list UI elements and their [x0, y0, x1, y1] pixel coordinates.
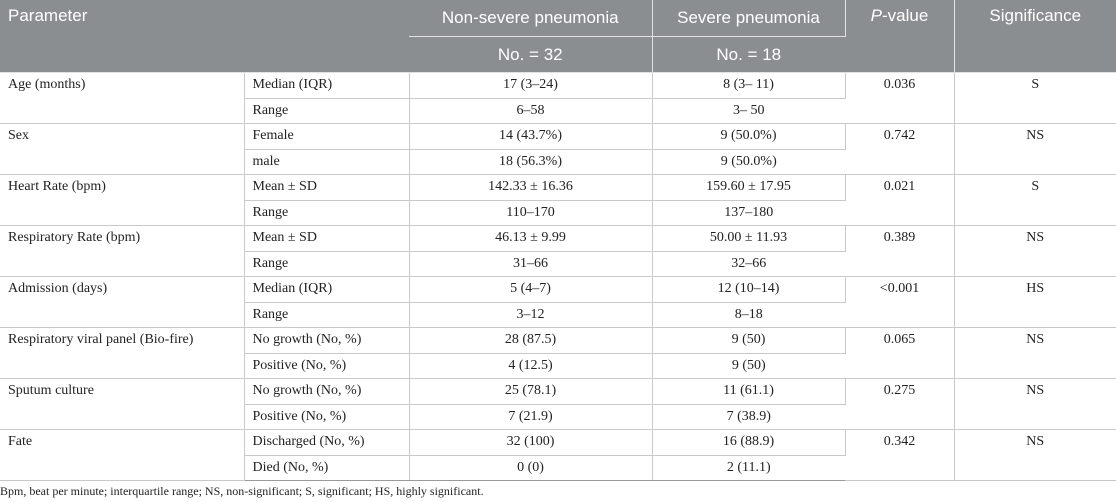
p-value-cell: 0.036 — [845, 73, 954, 124]
p-value-cell: 0.065 — [845, 328, 954, 379]
severe-value-cell: 12 (10–14) — [652, 277, 845, 303]
severe-value-cell: 32–66 — [652, 251, 845, 277]
severe-value-cell: 159.60 ± 17.95 — [652, 175, 845, 201]
subparameter-cell: Female — [244, 124, 409, 150]
parameter-cell: Fate — [0, 430, 244, 481]
subparameter-cell: Died (No, %) — [244, 455, 409, 481]
subparameter-cell: Mean ± SD — [244, 175, 409, 201]
table-row — [0, 73, 1116, 99]
subparameter-cell: Discharged (No, %) — [244, 430, 409, 456]
non-severe-value-cell: 7 (21.9) — [409, 404, 652, 430]
header-p-italic: P — [870, 6, 883, 25]
p-value-cell: <0.001 — [845, 277, 954, 328]
parameter-cell: Sex — [0, 124, 244, 175]
non-severe-value-cell: 5 (4–7) — [409, 277, 652, 303]
header-non-severe: Non-severe pneumonia — [409, 0, 652, 37]
table-row — [0, 379, 1116, 405]
non-severe-value-cell: 25 (78.1) — [409, 379, 652, 405]
table-body — [0, 73, 1116, 481]
severe-value-cell: 137–180 — [652, 200, 845, 226]
header-significance: Significance — [954, 0, 1116, 73]
severe-value-cell: 11 (61.1) — [652, 379, 845, 405]
non-severe-value-cell: 4 (12.5) — [409, 353, 652, 379]
p-value-cell: 0.021 — [845, 175, 954, 226]
header-p-rest: -value — [882, 6, 929, 25]
non-severe-value-cell: 14 (43.7%) — [409, 124, 652, 150]
parameter-cell: Sputum culture — [0, 379, 244, 430]
non-severe-value-cell: 46.13 ± 9.99 — [409, 226, 652, 252]
significance-cell: NS — [954, 124, 1116, 175]
severe-value-cell: 9 (50.0%) — [652, 124, 845, 150]
parameter-cell: Admission (days) — [0, 277, 244, 328]
header-parameter: Parameter — [0, 0, 409, 73]
subparameter-cell: Median (IQR) — [244, 277, 409, 303]
table-footnote: Bpm, beat per minute; interquartile range; NS, non-significant; S, significant; HS, highly significant. — [0, 484, 484, 498]
subparameter-cell: Mean ± SD — [244, 226, 409, 252]
table-row — [0, 328, 1116, 354]
p-value-cell: 0.275 — [845, 379, 954, 430]
subparameter-cell: Positive (No, %) — [244, 353, 409, 379]
severe-value-cell: 7 (38.9) — [652, 404, 845, 430]
severe-value-cell: 3– 50 — [652, 98, 845, 124]
severe-value-cell: 2 (11.1) — [652, 455, 845, 481]
non-severe-value-cell: 3–12 — [409, 302, 652, 328]
significance-cell: S — [954, 175, 1116, 226]
severe-value-cell: 8–18 — [652, 302, 845, 328]
severe-value-cell: 9 (50.0%) — [652, 149, 845, 175]
table-row — [0, 277, 1116, 303]
p-value-cell: 0.742 — [845, 124, 954, 175]
non-severe-value-cell: 31–66 — [409, 251, 652, 277]
severe-value-cell: 16 (88.9) — [652, 430, 845, 456]
subparameter-cell: No growth (No, %) — [244, 379, 409, 405]
parameter-cell: Respiratory viral panel (Bio-fire) — [0, 328, 244, 379]
table-header — [0, 0, 1116, 73]
parameter-cell: Heart Rate (bpm) — [0, 175, 244, 226]
subparameter-cell: No growth (No, %) — [244, 328, 409, 354]
p-value-cell: 0.342 — [845, 430, 954, 481]
severe-value-cell: 9 (50) — [652, 328, 845, 354]
significance-cell: NS — [954, 430, 1116, 481]
parameter-cell: Respiratory Rate (bpm) — [0, 226, 244, 277]
non-severe-value-cell: 110–170 — [409, 200, 652, 226]
non-severe-value-cell: 6–58 — [409, 98, 652, 124]
subparameter-cell: Range — [244, 200, 409, 226]
significance-cell: NS — [954, 226, 1116, 277]
significance-cell: S — [954, 73, 1116, 124]
non-severe-value-cell: 32 (100) — [409, 430, 652, 456]
non-severe-value-cell: 0 (0) — [409, 455, 652, 481]
header-severe: Severe pneumonia — [652, 0, 845, 37]
significance-cell: HS — [954, 277, 1116, 328]
parameter-cell: Age (months) — [0, 73, 244, 124]
non-severe-value-cell: 17 (3–24) — [409, 73, 652, 99]
subparameter-cell: male — [244, 149, 409, 175]
subparameter-cell: Median (IQR) — [244, 73, 409, 99]
header-severe-count: No. = 18 — [652, 37, 845, 73]
significance-cell: NS — [954, 379, 1116, 430]
severe-value-cell: 50.00 ± 11.93 — [652, 226, 845, 252]
table-row — [0, 430, 1116, 456]
header-non-severe-count: No. = 32 — [409, 37, 652, 73]
subparameter-cell: Positive (No, %) — [244, 404, 409, 430]
subparameter-cell: Range — [244, 302, 409, 328]
non-severe-value-cell: 142.33 ± 16.36 — [409, 175, 652, 201]
non-severe-value-cell: 28 (87.5) — [409, 328, 652, 354]
subparameter-cell: Range — [244, 251, 409, 277]
table-row — [0, 175, 1116, 201]
subparameter-cell: Range — [244, 98, 409, 124]
significance-cell: NS — [954, 328, 1116, 379]
non-severe-value-cell: 18 (56.3%) — [409, 149, 652, 175]
p-value-cell: 0.389 — [845, 226, 954, 277]
header-p-value — [845, 0, 954, 73]
severe-value-cell: 8 (3– 11) — [652, 73, 845, 99]
table-row — [0, 124, 1116, 150]
severe-value-cell: 9 (50) — [652, 353, 845, 379]
table-row — [0, 226, 1116, 252]
